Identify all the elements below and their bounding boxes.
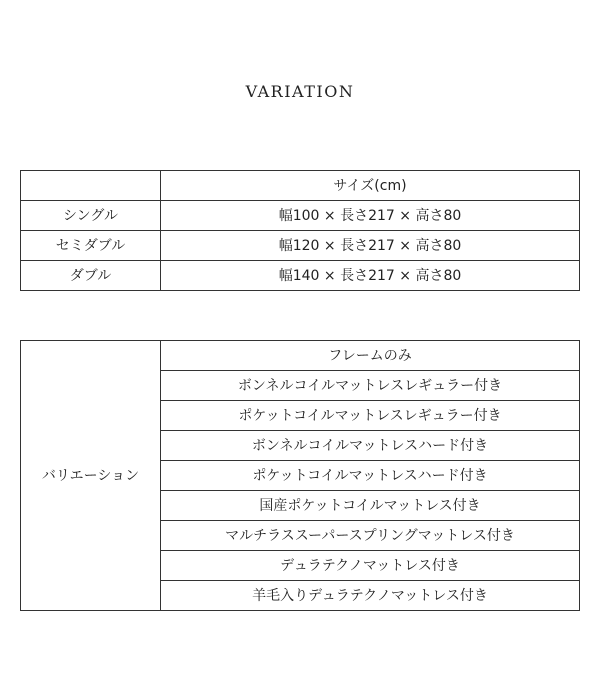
- variation-item-cell: 羊毛入りデュラテクノマットレス付き: [161, 581, 580, 611]
- size-value-cell: 幅100 × 長さ217 × 高さ80: [161, 201, 580, 231]
- bed-type-cell: セミダブル: [21, 231, 161, 261]
- size-table: [20, 170, 580, 291]
- bed-type-cell: ダブル: [21, 261, 161, 291]
- page-title: VARIATION: [245, 82, 355, 101]
- variation-table: [20, 340, 580, 611]
- table-row: [21, 231, 580, 261]
- variation-item-cell: デュラテクノマットレス付き: [161, 551, 580, 581]
- variation-item-cell: マルチラススーパースプリングマットレス付き: [161, 521, 580, 551]
- table-row: [21, 261, 580, 291]
- table-row: [21, 341, 580, 371]
- variation-item-cell: 国産ポケットコイルマットレス付き: [161, 491, 580, 521]
- header-empty-cell: [21, 171, 161, 201]
- size-header-cell: サイズ(cm): [161, 171, 580, 201]
- size-value-cell: 幅120 × 長さ217 × 高さ80: [161, 231, 580, 261]
- size-value-cell: 幅140 × 長さ217 × 高さ80: [161, 261, 580, 291]
- variation-item-cell: ボンネルコイルマットレスハード付き: [161, 431, 580, 461]
- variation-item-cell: ポケットコイルマットレスレギュラー付き: [161, 401, 580, 431]
- variation-item-cell: ポケットコイルマットレスハード付き: [161, 461, 580, 491]
- variation-label-cell: バリエーション: [21, 341, 161, 611]
- variation-item-cell: フレームのみ: [161, 341, 580, 371]
- variation-item-cell: ボンネルコイルマットレスレギュラー付き: [161, 371, 580, 401]
- table-header-row: [21, 171, 580, 201]
- bed-type-cell: シングル: [21, 201, 161, 231]
- table-row: [21, 201, 580, 231]
